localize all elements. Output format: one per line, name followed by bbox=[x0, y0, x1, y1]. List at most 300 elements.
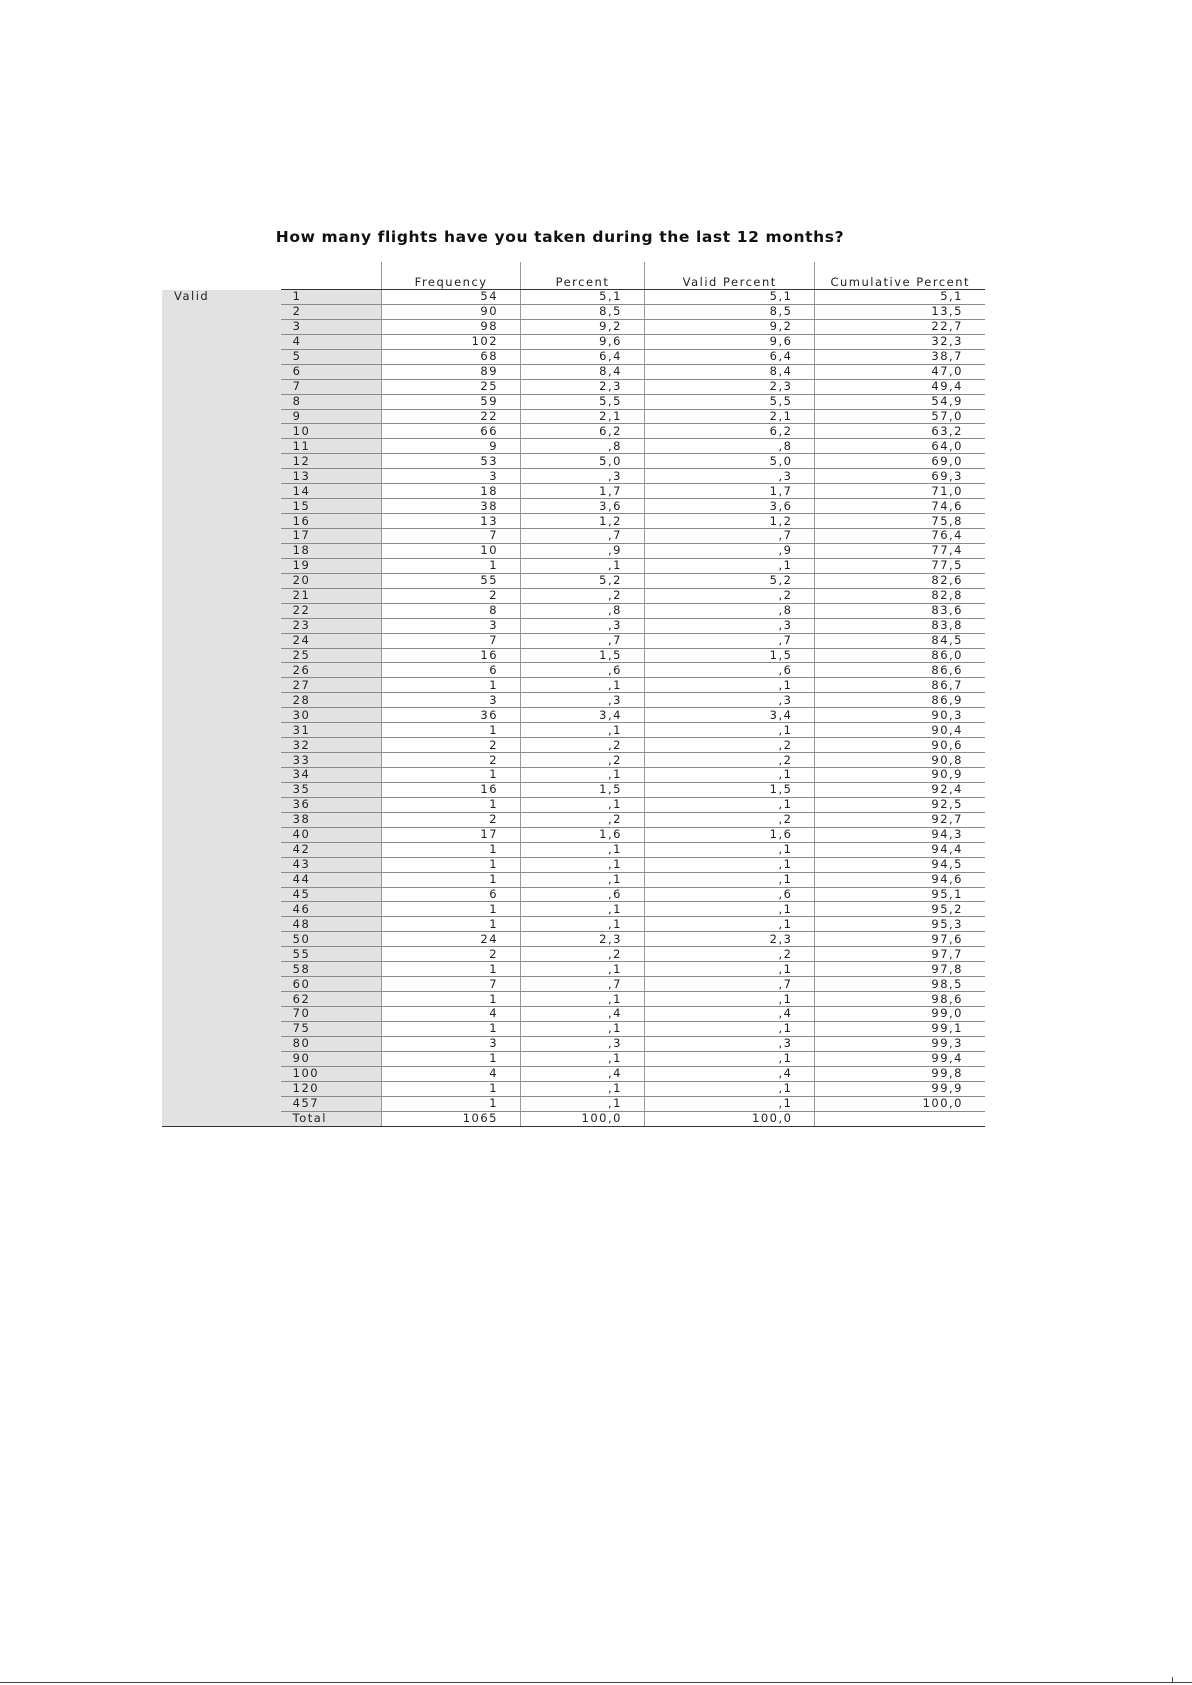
cell-frequency: 6 bbox=[382, 663, 521, 678]
cell-percent: 5,5 bbox=[521, 394, 645, 409]
cell-percent: 6,4 bbox=[521, 349, 645, 364]
cell-cumulative-percent: 84,5 bbox=[815, 633, 985, 648]
table-row bbox=[162, 379, 985, 394]
cell-valid-percent: 5,1 bbox=[644, 290, 815, 305]
cell-frequency: 8 bbox=[382, 603, 521, 618]
row-label: 100 bbox=[281, 1066, 382, 1081]
cell-valid-percent: ,1 bbox=[644, 857, 815, 872]
table-row bbox=[162, 917, 985, 932]
cell-percent: ,1 bbox=[521, 872, 645, 887]
cell-valid-percent: ,3 bbox=[644, 469, 815, 484]
cell-percent: ,1 bbox=[521, 842, 645, 857]
table-row bbox=[162, 857, 985, 872]
row-label: 34 bbox=[281, 768, 382, 783]
cell-frequency: 7 bbox=[382, 633, 521, 648]
cell-frequency: 2 bbox=[382, 753, 521, 768]
cell-frequency: 89 bbox=[382, 364, 521, 379]
cell-valid-percent: ,1 bbox=[644, 992, 815, 1007]
row-label: 55 bbox=[281, 947, 382, 962]
cell-valid-percent: ,2 bbox=[644, 738, 815, 753]
cell-frequency: 98 bbox=[382, 319, 521, 334]
cell-percent: ,1 bbox=[521, 962, 645, 977]
cell-cumulative-percent: 71,0 bbox=[815, 484, 985, 499]
cell-percent: ,2 bbox=[521, 738, 645, 753]
cell-valid-percent: 5,0 bbox=[644, 454, 815, 469]
cell-frequency: 1 bbox=[382, 962, 521, 977]
cell-cumulative-percent: 99,0 bbox=[815, 1007, 985, 1022]
row-label: 30 bbox=[281, 708, 382, 723]
cell-percent: ,2 bbox=[521, 947, 645, 962]
cell-percent: ,1 bbox=[521, 1081, 645, 1096]
cell-percent: 9,6 bbox=[521, 334, 645, 349]
cell-valid-percent: 2,3 bbox=[644, 932, 815, 947]
cell-frequency: 2 bbox=[382, 812, 521, 827]
cell-cumulative-percent: 90,3 bbox=[815, 708, 985, 723]
row-label: 25 bbox=[281, 648, 382, 663]
cell-cumulative-percent: 99,8 bbox=[815, 1066, 985, 1081]
cell-cumulative-percent: 99,1 bbox=[815, 1021, 985, 1036]
cell-valid-percent: ,1 bbox=[644, 1081, 815, 1096]
cell-frequency: 1 bbox=[382, 902, 521, 917]
row-label: 35 bbox=[281, 782, 382, 797]
cell-cumulative-percent: 95,2 bbox=[815, 902, 985, 917]
cell-frequency: 2 bbox=[382, 947, 521, 962]
table-row bbox=[162, 1081, 985, 1096]
cell-frequency: 13 bbox=[382, 514, 521, 529]
cell-cumulative-percent: 32,3 bbox=[815, 334, 985, 349]
table-row bbox=[162, 334, 985, 349]
table-row bbox=[162, 1051, 985, 1066]
cell-valid-percent: ,7 bbox=[644, 633, 815, 648]
cell-cumulative-percent: 90,4 bbox=[815, 723, 985, 738]
cell-percent: ,3 bbox=[521, 618, 645, 633]
table-row bbox=[162, 1007, 985, 1022]
cell-percent: ,2 bbox=[521, 812, 645, 827]
row-label: 43 bbox=[281, 857, 382, 872]
cell-valid-percent: ,1 bbox=[644, 1096, 815, 1111]
table-body bbox=[162, 290, 985, 1127]
cell-frequency: 1 bbox=[382, 797, 521, 812]
cell-cumulative-percent: 22,7 bbox=[815, 319, 985, 334]
cell-valid-percent: ,4 bbox=[644, 1066, 815, 1081]
cell-cumulative-percent: 57,0 bbox=[815, 409, 985, 424]
table-row bbox=[162, 992, 985, 1007]
cell-valid-percent: ,1 bbox=[644, 1021, 815, 1036]
cell-cumulative-percent: 92,5 bbox=[815, 797, 985, 812]
row-label: 46 bbox=[281, 902, 382, 917]
cell-percent: ,3 bbox=[521, 1036, 645, 1051]
table-row bbox=[162, 678, 985, 693]
cell-frequency: 54 bbox=[382, 290, 521, 305]
cell-frequency: 4 bbox=[382, 1007, 521, 1022]
cell-percent: ,2 bbox=[521, 588, 645, 603]
cell-valid-percent: 2,3 bbox=[644, 379, 815, 394]
cell-cumulative-percent: 99,9 bbox=[815, 1081, 985, 1096]
cell-frequency: 2 bbox=[382, 588, 521, 603]
table-row bbox=[162, 1036, 985, 1051]
cell-cumulative-percent: 97,6 bbox=[815, 932, 985, 947]
cell-percent: 1,7 bbox=[521, 484, 645, 499]
cell-percent: ,1 bbox=[521, 857, 645, 872]
cell-valid-percent: 1,6 bbox=[644, 827, 815, 842]
cell-frequency: 1 bbox=[382, 1096, 521, 1111]
cell-cumulative-percent: 94,5 bbox=[815, 857, 985, 872]
cell-valid-percent: 3,6 bbox=[644, 499, 815, 514]
cell-frequency: 66 bbox=[382, 424, 521, 439]
table-row bbox=[162, 768, 985, 783]
cell-percent: ,1 bbox=[521, 902, 645, 917]
row-label: 5 bbox=[281, 349, 382, 364]
row-label: 24 bbox=[281, 633, 382, 648]
cell-percent: 1,2 bbox=[521, 514, 645, 529]
cell-valid-percent: 1,2 bbox=[644, 514, 815, 529]
cell-cumulative-percent: 95,1 bbox=[815, 887, 985, 902]
cell-cumulative-percent: 86,0 bbox=[815, 648, 985, 663]
cell-percent: ,3 bbox=[521, 469, 645, 484]
cell-percent: 1,6 bbox=[521, 827, 645, 842]
row-label: 3 bbox=[281, 319, 382, 334]
cell-frequency: 1 bbox=[382, 1051, 521, 1066]
cell-cumulative-percent: 77,4 bbox=[815, 543, 985, 558]
row-label: 80 bbox=[281, 1036, 382, 1051]
table-row bbox=[162, 827, 985, 842]
row-label: 42 bbox=[281, 842, 382, 857]
cell-percent: ,1 bbox=[521, 1021, 645, 1036]
cell-valid-percent: 9,6 bbox=[644, 334, 815, 349]
row-label: 15 bbox=[281, 499, 382, 514]
cell-percent: ,1 bbox=[521, 1096, 645, 1111]
row-label: 10 bbox=[281, 424, 382, 439]
cell-valid-percent: ,7 bbox=[644, 529, 815, 544]
cell-cumulative-percent: 92,4 bbox=[815, 782, 985, 797]
table-row bbox=[162, 1021, 985, 1036]
cell-valid-percent: ,1 bbox=[644, 678, 815, 693]
header-cumulative-percent: Cumulative Percent bbox=[815, 262, 985, 290]
cell-valid-percent: ,6 bbox=[644, 887, 815, 902]
table-header-row bbox=[162, 262, 985, 290]
cell-frequency: 1 bbox=[382, 842, 521, 857]
table-row bbox=[162, 1096, 985, 1111]
table-row bbox=[162, 409, 985, 424]
cell-valid-percent: 6,4 bbox=[644, 349, 815, 364]
cell-percent: ,8 bbox=[521, 439, 645, 454]
table-row bbox=[162, 797, 985, 812]
cell-cumulative-percent: 74,6 bbox=[815, 499, 985, 514]
cell-valid-percent: ,8 bbox=[644, 439, 815, 454]
cell-valid-percent: 9,2 bbox=[644, 319, 815, 334]
row-label: 32 bbox=[281, 738, 382, 753]
cell-valid-percent: 8,5 bbox=[644, 304, 815, 319]
cell-cumulative-percent: 82,6 bbox=[815, 573, 985, 588]
row-label: 50 bbox=[281, 932, 382, 947]
cell-percent: 8,5 bbox=[521, 304, 645, 319]
row-label: 457 bbox=[281, 1096, 382, 1111]
cell-valid-percent: 2,1 bbox=[644, 409, 815, 424]
page-bottom-rule bbox=[0, 1682, 1192, 1683]
cell-valid-percent: 1,7 bbox=[644, 484, 815, 499]
cell-cumulative-percent: 92,7 bbox=[815, 812, 985, 827]
cell-cumulative-percent: 83,6 bbox=[815, 603, 985, 618]
row-label: 27 bbox=[281, 678, 382, 693]
cell-valid-percent: ,1 bbox=[644, 768, 815, 783]
cell-cumulative-percent: 98,5 bbox=[815, 977, 985, 992]
cell-frequency: 1 bbox=[382, 872, 521, 887]
cell-frequency: 4 bbox=[382, 1066, 521, 1081]
row-label: 28 bbox=[281, 693, 382, 708]
cell-percent: ,1 bbox=[521, 992, 645, 1007]
cell-frequency: 3 bbox=[382, 693, 521, 708]
table-row bbox=[162, 618, 985, 633]
table-row bbox=[162, 663, 985, 678]
frequency-table bbox=[162, 262, 985, 1127]
table-row bbox=[162, 962, 985, 977]
cell-cumulative-percent: 54,9 bbox=[815, 394, 985, 409]
cell-percent: ,4 bbox=[521, 1066, 645, 1081]
row-label: 20 bbox=[281, 573, 382, 588]
cell-cumulative-percent: 82,8 bbox=[815, 588, 985, 603]
row-label: 38 bbox=[281, 812, 382, 827]
group-label-valid: Valid bbox=[162, 290, 281, 1127]
cell-frequency: 3 bbox=[382, 1036, 521, 1051]
row-label: 17 bbox=[281, 529, 382, 544]
table-row bbox=[162, 902, 985, 917]
table-row bbox=[162, 723, 985, 738]
cell-frequency: 16 bbox=[382, 782, 521, 797]
cell-cumulative-percent: 100,0 bbox=[815, 1096, 985, 1111]
table-row bbox=[162, 977, 985, 992]
cell-cumulative-percent: 95,3 bbox=[815, 917, 985, 932]
cell-frequency: 25 bbox=[382, 379, 521, 394]
cell-cumulative-percent: 76,4 bbox=[815, 529, 985, 544]
cell-frequency: 16 bbox=[382, 648, 521, 663]
total-label: Total bbox=[281, 1111, 382, 1126]
cell-frequency: 1 bbox=[382, 1081, 521, 1096]
table-row bbox=[162, 514, 985, 529]
cell-percent: ,6 bbox=[521, 663, 645, 678]
row-label: 120 bbox=[281, 1081, 382, 1096]
cell-percent: ,6 bbox=[521, 887, 645, 902]
table-row bbox=[162, 947, 985, 962]
row-label: 13 bbox=[281, 469, 382, 484]
cell-percent: ,1 bbox=[521, 797, 645, 812]
table-row bbox=[162, 543, 985, 558]
cell-frequency: 1 bbox=[382, 992, 521, 1007]
table-row bbox=[162, 394, 985, 409]
cell-valid-percent: ,1 bbox=[644, 723, 815, 738]
cell-frequency: 68 bbox=[382, 349, 521, 364]
cell-valid-percent: ,7 bbox=[644, 977, 815, 992]
table-row bbox=[162, 469, 985, 484]
cell-frequency: 3 bbox=[382, 469, 521, 484]
table-row bbox=[162, 738, 985, 753]
cell-cumulative-percent: 94,3 bbox=[815, 827, 985, 842]
row-label: 4 bbox=[281, 334, 382, 349]
cell-frequency: 90 bbox=[382, 304, 521, 319]
cell-valid-percent: ,9 bbox=[644, 543, 815, 558]
row-label: 40 bbox=[281, 827, 382, 842]
row-label: 48 bbox=[281, 917, 382, 932]
cell-cumulative-percent: 99,3 bbox=[815, 1036, 985, 1051]
cell-frequency: 6 bbox=[382, 887, 521, 902]
table-row bbox=[162, 603, 985, 618]
row-label: 60 bbox=[281, 977, 382, 992]
table-row bbox=[162, 319, 985, 334]
cell-cumulative-percent: 64,0 bbox=[815, 439, 985, 454]
cell-percent: 1,5 bbox=[521, 782, 645, 797]
cell-cumulative-percent: 69,0 bbox=[815, 454, 985, 469]
cell-cumulative-percent: 63,2 bbox=[815, 424, 985, 439]
row-label: 70 bbox=[281, 1007, 382, 1022]
row-label: 26 bbox=[281, 663, 382, 678]
row-label: 75 bbox=[281, 1021, 382, 1036]
table-row bbox=[162, 887, 985, 902]
cell-percent: 2,1 bbox=[521, 409, 645, 424]
cell-cumulative-percent: 49,4 bbox=[815, 379, 985, 394]
cell-frequency: 1 bbox=[382, 558, 521, 573]
cell-cumulative-percent: 83,8 bbox=[815, 618, 985, 633]
row-label: 62 bbox=[281, 992, 382, 1007]
cell-frequency: 3 bbox=[382, 618, 521, 633]
cell-valid-percent: ,8 bbox=[644, 603, 815, 618]
cell-valid-percent: 1,5 bbox=[644, 782, 815, 797]
header-frequency: Frequency bbox=[382, 262, 521, 290]
cell-cumulative-percent: 13,5 bbox=[815, 304, 985, 319]
cell-percent: 2,3 bbox=[521, 379, 645, 394]
table-row bbox=[162, 588, 985, 603]
cell-valid-percent: ,1 bbox=[644, 558, 815, 573]
cell-valid-percent: ,1 bbox=[644, 872, 815, 887]
cell-cumulative-percent: 86,6 bbox=[815, 663, 985, 678]
cell-percent: ,9 bbox=[521, 543, 645, 558]
total-valid-percent: 100,0 bbox=[644, 1111, 815, 1126]
header-percent: Percent bbox=[521, 262, 645, 290]
cell-percent: ,7 bbox=[521, 633, 645, 648]
cell-valid-percent: ,4 bbox=[644, 1007, 815, 1022]
cell-valid-percent: 6,2 bbox=[644, 424, 815, 439]
table-row bbox=[162, 782, 985, 797]
cell-frequency: 10 bbox=[382, 543, 521, 558]
cell-percent: ,3 bbox=[521, 693, 645, 708]
cell-valid-percent: ,1 bbox=[644, 842, 815, 857]
table-row bbox=[162, 349, 985, 364]
cell-cumulative-percent: 98,6 bbox=[815, 992, 985, 1007]
cell-percent: ,7 bbox=[521, 529, 645, 544]
cell-frequency: 53 bbox=[382, 454, 521, 469]
table-row bbox=[162, 454, 985, 469]
cell-cumulative-percent: 77,5 bbox=[815, 558, 985, 573]
cell-cumulative-percent: 86,9 bbox=[815, 693, 985, 708]
cell-percent: ,1 bbox=[521, 768, 645, 783]
cell-cumulative-percent: 94,4 bbox=[815, 842, 985, 857]
cell-cumulative-percent: 75,8 bbox=[815, 514, 985, 529]
row-label: 14 bbox=[281, 484, 382, 499]
cell-percent: ,1 bbox=[521, 678, 645, 693]
cell-cumulative-percent: 5,1 bbox=[815, 290, 985, 305]
cell-valid-percent: 8,4 bbox=[644, 364, 815, 379]
row-label: 16 bbox=[281, 514, 382, 529]
cell-valid-percent: ,1 bbox=[644, 962, 815, 977]
cell-valid-percent: 5,5 bbox=[644, 394, 815, 409]
row-label: 19 bbox=[281, 558, 382, 573]
cell-frequency: 1 bbox=[382, 723, 521, 738]
cell-cumulative-percent: 38,7 bbox=[815, 349, 985, 364]
cell-frequency: 59 bbox=[382, 394, 521, 409]
cell-percent: ,1 bbox=[521, 723, 645, 738]
table-row bbox=[162, 872, 985, 887]
row-label: 8 bbox=[281, 394, 382, 409]
cell-frequency: 102 bbox=[382, 334, 521, 349]
cell-cumulative-percent: 90,8 bbox=[815, 753, 985, 768]
cell-percent: 6,2 bbox=[521, 424, 645, 439]
total-percent: 100,0 bbox=[521, 1111, 645, 1126]
cell-valid-percent: ,2 bbox=[644, 947, 815, 962]
row-label: 45 bbox=[281, 887, 382, 902]
table-row bbox=[162, 693, 985, 708]
table-row bbox=[162, 932, 985, 947]
table-row bbox=[162, 708, 985, 723]
header-blank bbox=[162, 262, 382, 290]
row-label: 31 bbox=[281, 723, 382, 738]
row-label: 1 bbox=[281, 290, 382, 305]
cell-valid-percent: ,1 bbox=[644, 1051, 815, 1066]
cell-cumulative-percent: 99,4 bbox=[815, 1051, 985, 1066]
cell-percent: 3,4 bbox=[521, 708, 645, 723]
cell-valid-percent: 5,2 bbox=[644, 573, 815, 588]
cell-percent: 5,1 bbox=[521, 290, 645, 305]
cell-percent: 3,6 bbox=[521, 499, 645, 514]
cell-valid-percent: 1,5 bbox=[644, 648, 815, 663]
cell-cumulative-percent: 69,3 bbox=[815, 469, 985, 484]
row-label: 58 bbox=[281, 962, 382, 977]
cell-frequency: 1 bbox=[382, 678, 521, 693]
cell-frequency: 55 bbox=[382, 573, 521, 588]
table-row bbox=[162, 633, 985, 648]
cell-percent: ,1 bbox=[521, 1051, 645, 1066]
row-label: 18 bbox=[281, 543, 382, 558]
cell-valid-percent: ,3 bbox=[644, 1036, 815, 1051]
cell-cumulative-percent: 47,0 bbox=[815, 364, 985, 379]
row-label: 36 bbox=[281, 797, 382, 812]
row-label: 12 bbox=[281, 454, 382, 469]
row-label: 90 bbox=[281, 1051, 382, 1066]
cell-valid-percent: ,6 bbox=[644, 663, 815, 678]
cell-valid-percent: ,2 bbox=[644, 588, 815, 603]
cell-percent: 2,3 bbox=[521, 932, 645, 947]
cell-cumulative-percent: 94,6 bbox=[815, 872, 985, 887]
cell-frequency: 36 bbox=[382, 708, 521, 723]
row-label: 22 bbox=[281, 603, 382, 618]
cell-cumulative-percent: 97,8 bbox=[815, 962, 985, 977]
row-label: 9 bbox=[281, 409, 382, 424]
cell-percent: 5,0 bbox=[521, 454, 645, 469]
cell-frequency: 17 bbox=[382, 827, 521, 842]
cell-valid-percent: ,1 bbox=[644, 797, 815, 812]
row-label: 7 bbox=[281, 379, 382, 394]
cell-valid-percent: ,1 bbox=[644, 902, 815, 917]
cell-cumulative-percent: 90,6 bbox=[815, 738, 985, 753]
cell-percent: 9,2 bbox=[521, 319, 645, 334]
table-row bbox=[162, 484, 985, 499]
header-valid-percent: Valid Percent bbox=[644, 262, 815, 290]
cell-cumulative-percent: 86,7 bbox=[815, 678, 985, 693]
cell-frequency: 1 bbox=[382, 917, 521, 932]
cell-valid-percent: 3,4 bbox=[644, 708, 815, 723]
table-row bbox=[162, 648, 985, 663]
row-label: 44 bbox=[281, 872, 382, 887]
cell-percent: ,4 bbox=[521, 1007, 645, 1022]
table-row bbox=[162, 364, 985, 379]
row-label: 2 bbox=[281, 304, 382, 319]
